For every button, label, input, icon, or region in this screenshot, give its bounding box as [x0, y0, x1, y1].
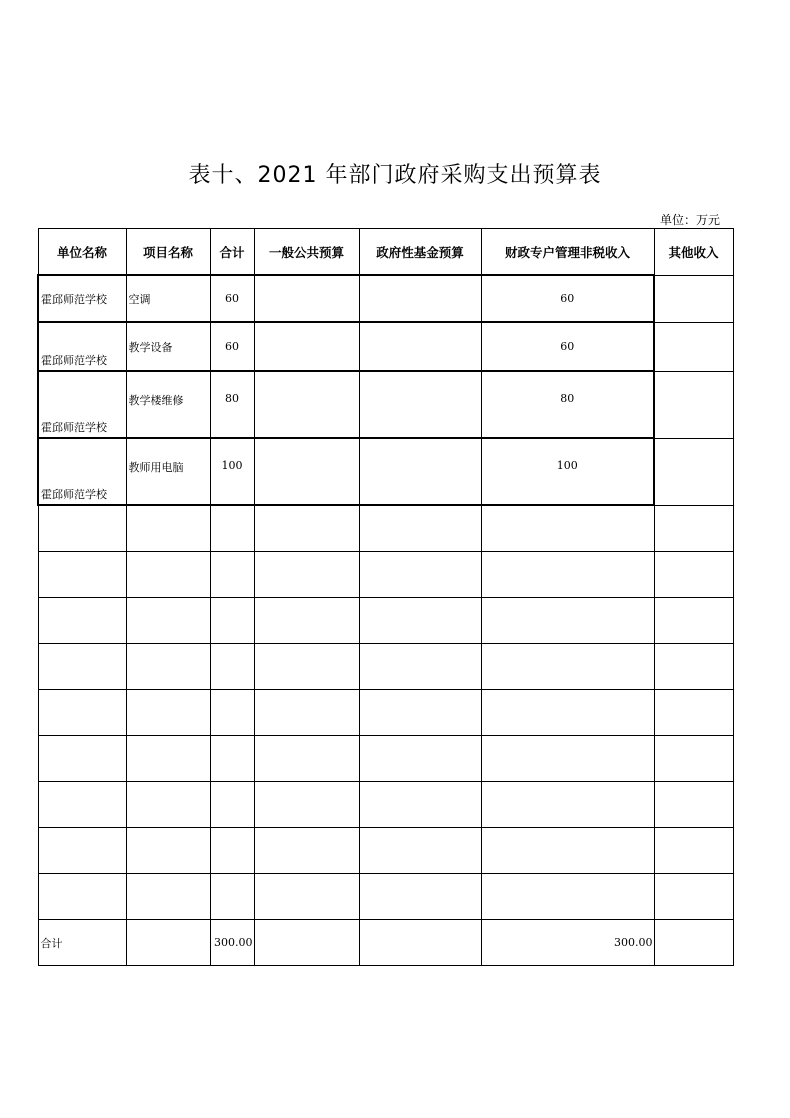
total-special: 300.00	[481, 920, 654, 966]
budget-table	[37, 228, 734, 966]
row-other	[654, 438, 733, 505]
row-total: 100	[210, 438, 254, 505]
table-row	[38, 438, 733, 505]
row-fund	[359, 371, 481, 438]
total-label: 合计	[38, 920, 126, 966]
header-other-income: 其他收入	[654, 229, 733, 276]
total-fund-empty	[359, 920, 481, 966]
header-total: 合计	[210, 229, 254, 276]
row-unit: 霍邱师范学校	[38, 371, 126, 438]
row-special: 80	[481, 371, 654, 438]
row-project: 教学楼维修	[126, 371, 210, 438]
row-unit: 霍邱师范学校	[38, 275, 126, 322]
total-other-empty	[654, 920, 733, 966]
row-unit: 霍邱师范学校	[38, 322, 126, 371]
empty-row	[38, 736, 733, 782]
page-title: 表十、2021 年部门政府采购支出预算表	[188, 163, 602, 188]
row-other	[654, 275, 733, 322]
empty-row	[38, 828, 733, 874]
table-row	[38, 322, 733, 371]
unit-label: 单位：万元	[659, 213, 720, 227]
row-other	[654, 371, 733, 438]
row-special: 100	[481, 438, 654, 505]
total-project-empty	[126, 920, 210, 966]
row-unit: 霍邱师范学校	[38, 438, 126, 505]
header-unit-name: 单位名称	[38, 229, 126, 276]
row-total: 60	[210, 275, 254, 322]
row-special: 60	[481, 275, 654, 322]
total-general-empty	[254, 920, 359, 966]
empty-row	[38, 782, 733, 828]
empty-row	[38, 598, 733, 644]
row-other	[654, 322, 733, 371]
header-row	[38, 229, 733, 276]
row-fund	[359, 322, 481, 371]
row-project: 教学设备	[126, 322, 210, 371]
row-fund	[359, 275, 481, 322]
row-project: 空调	[126, 275, 210, 322]
total-row	[38, 920, 733, 966]
row-total: 80	[210, 371, 254, 438]
empty-row	[38, 644, 733, 690]
empty-row	[38, 552, 733, 598]
row-general	[254, 322, 359, 371]
row-total: 60	[210, 322, 254, 371]
header-project-name: 项目名称	[126, 229, 210, 276]
header-fund-budget: 政府性基金预算	[359, 229, 481, 276]
empty-row	[38, 874, 733, 920]
row-general	[254, 438, 359, 505]
total-sum: 300.00	[210, 920, 254, 966]
row-project: 教师用电脑	[126, 438, 210, 505]
table-row	[38, 275, 733, 322]
row-special: 60	[481, 322, 654, 371]
row-fund	[359, 438, 481, 505]
header-special-account-income: 财政专户管理非税收入	[481, 229, 654, 276]
table-row	[38, 371, 733, 438]
row-general	[254, 371, 359, 438]
row-general	[254, 275, 359, 322]
empty-row	[38, 505, 733, 552]
header-general-budget: 一般公共预算	[254, 229, 359, 276]
empty-row	[38, 690, 733, 736]
